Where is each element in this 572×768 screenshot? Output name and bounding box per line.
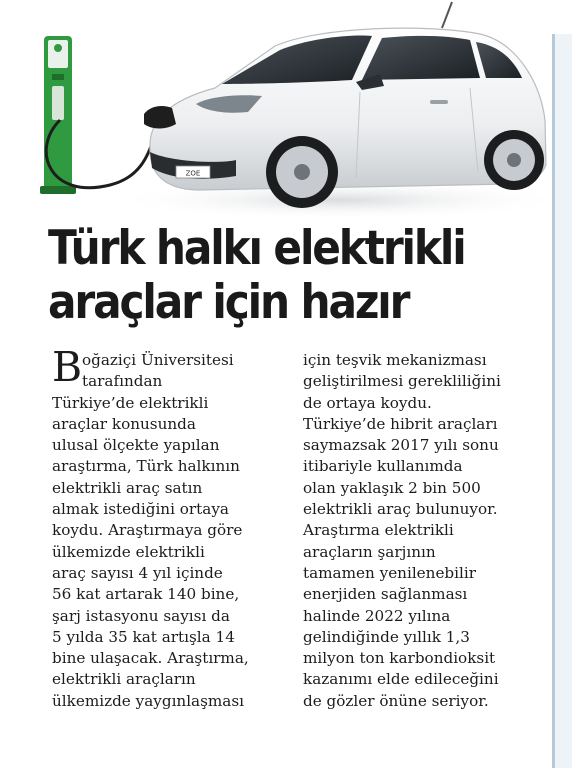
body-line: kazanımı elde edileceğini xyxy=(303,670,499,689)
body-line: Türkiye’de elektrikli xyxy=(52,393,209,412)
body-line: koydu. Araştırmaya göre xyxy=(52,521,243,540)
license-plate: ZOE xyxy=(185,169,201,178)
body-line: olan yaklaşık 2 bin 500 xyxy=(303,478,481,497)
body-line: de gözler önüne seriyor. xyxy=(303,691,489,710)
page-side-bar xyxy=(552,34,572,768)
body-line: milyon ton karbondioksit xyxy=(303,649,496,668)
body-line: Türkiye’de hibrit araçları xyxy=(303,414,498,433)
body-line: araçların şarjının xyxy=(303,542,436,561)
body-line: halinde 2022 yılına xyxy=(303,606,451,625)
body-line: saymazsak 2017 yılı sonu xyxy=(303,436,499,455)
front-wheel xyxy=(266,136,338,208)
body-line: şarj istasyonu sayısı da xyxy=(52,606,230,625)
body-line: gelindiğinde yıllık 1,3 xyxy=(303,627,470,646)
body-line: için teşvik mekanizması xyxy=(303,351,487,369)
body-line: ulusal ölçekte yapılan xyxy=(52,436,220,455)
body-line: ülkemizde elektrikli xyxy=(52,542,205,561)
article-headline xyxy=(48,222,498,330)
article-body-left-column xyxy=(52,350,284,712)
headline-line-2: araçlar için hazır xyxy=(48,275,409,330)
body-line: tamamen yenilenebilir xyxy=(303,563,476,582)
body-line: enerjiden sağlanması xyxy=(303,585,468,604)
body-line: tarafından xyxy=(82,372,163,391)
body-line: 56 kat artarak 140 bine, xyxy=(52,585,240,604)
drop-cap: B xyxy=(52,343,83,391)
headline-line-1: Türk halkı elektrikli xyxy=(48,221,465,276)
article-photo xyxy=(0,0,552,222)
body-line: 5 yılda 35 kat artışla 14 xyxy=(52,627,235,646)
body-line: de ortaya koydu. xyxy=(303,393,432,412)
body-line: itibariyle kullanımda xyxy=(303,457,463,476)
rear-wheel xyxy=(484,130,544,190)
body-line: araştırma, Türk halkının xyxy=(52,457,240,476)
body-line: almak istediğini ortaya xyxy=(52,500,229,519)
electric-car-charging-image xyxy=(0,0,552,222)
body-line: ülkemizde yaygınlaşması xyxy=(52,691,245,710)
body-line: bine ulaşacak. Araştırma, xyxy=(52,649,249,668)
body-line: elektrikli araçların xyxy=(52,670,196,689)
body-line: geliştirilmesi gerekliliğini xyxy=(303,372,501,391)
charging-station xyxy=(40,36,76,194)
body-line: oğaziçi Üniversitesi xyxy=(82,351,234,369)
body-line: araç sayısı 4 yıl içinde xyxy=(52,563,223,582)
body-line: araçlar konusunda xyxy=(52,414,196,433)
body-line: elektrikli araç satın xyxy=(52,478,203,497)
body-line: elektrikli araç bulunuyor. xyxy=(303,500,498,519)
body-line: Araştırma elektrikli xyxy=(303,521,454,540)
page-side-bar-edge xyxy=(552,34,555,768)
article-body-right-column xyxy=(303,350,535,712)
